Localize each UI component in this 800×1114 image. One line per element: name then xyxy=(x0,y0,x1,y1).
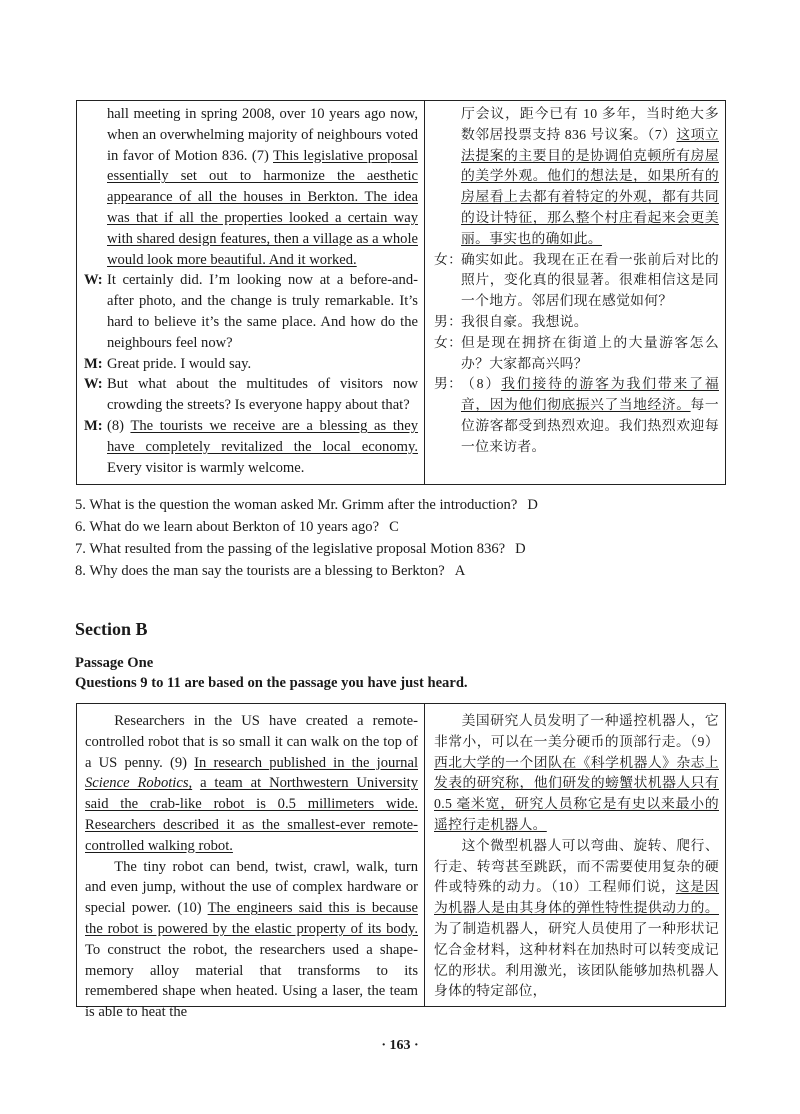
answer-letter: D xyxy=(515,541,526,557)
en-paragraph xyxy=(85,857,418,1023)
speaker-text xyxy=(107,416,418,478)
speaker-text xyxy=(461,250,719,312)
speaker-label: 女： xyxy=(434,251,463,267)
zh-segment: 我很自豪。我想说。 xyxy=(461,313,588,329)
en-paragraph xyxy=(85,711,418,857)
zh-segment: 我们接待的游客为我们带来了福音，因为他们彻底振兴了当地经济。 xyxy=(461,376,719,413)
answer-letter: D xyxy=(527,497,538,513)
en-segment: Every visitor is warmly welcome. xyxy=(107,459,305,476)
dialogue-turn xyxy=(84,374,418,416)
answer-letter: C xyxy=(389,519,399,535)
en-segment: This legislative proposal essentially set out to harmonize the aesthetic appearance of all the houses in Berkton. The idea was that if all the properties looked a certain way with shared design features, then a village as a whole would look more beautiful. And it worked. xyxy=(107,147,418,268)
page-number: · 163 · xyxy=(381,1038,419,1053)
passage-table xyxy=(76,703,726,1021)
dialogue-turn xyxy=(434,374,719,457)
question-text: 5. What is the question the woman asked Mr. Grimm after the introduction? xyxy=(75,497,518,513)
speaker-label: 男： xyxy=(434,376,463,392)
speaker-label: M: xyxy=(84,355,103,372)
zh-segment: 这个微型机器人可以弯曲、旋转、爬行、行走、转弯甚至跳跃，而不需要使用复杂的硬件或特殊的动力。（10）工程师们说， xyxy=(434,837,719,895)
question-text: 6. What do we learn about Berkton of 10 years ago? xyxy=(75,519,380,535)
zh-segment: 但是现在拥挤在街道上的大量游客怎么办？大家都高兴吗？ xyxy=(461,334,719,371)
dialogue-turn xyxy=(84,354,418,375)
dialogue-turn xyxy=(434,312,719,333)
dialogue-turn xyxy=(84,270,418,353)
zh-segment: 西北大学的一个团队在《科学机器人》杂志上发表的研究称，他们研发的螃蟹状机器人只有 0.5 毫米宽，研究人员称它是有史以来最小的遥控行走机器人。 xyxy=(434,754,719,832)
question-list xyxy=(75,494,735,582)
zh-segment: 为了制造机器人，研究人员使用了一种形状记忆合金材料，这种材料在加热时可以转变成记忆的形状。利用激光，该团队能够加热机器人身体的特定部位， xyxy=(434,920,719,999)
passage-title: Passage One xyxy=(75,655,154,671)
zh-segment: 确实如此。我现在正在看一张前后对比的照片，变化真的很显著。很难相信这是同一个地方。邻居们现在感觉如何？ xyxy=(461,251,719,309)
question-text: 8. Why does the man say the tourists are a blessing to Berkton? xyxy=(75,563,445,579)
question-item xyxy=(75,538,735,560)
en-segment: The tourists we receive are a blessing as they have completely revitalized the local economy. xyxy=(107,417,419,455)
dialogue-turn xyxy=(84,416,418,478)
speaker-label: W: xyxy=(84,376,103,393)
zh-segment: （8） xyxy=(461,376,502,392)
question-item xyxy=(75,494,735,516)
dialogue-table xyxy=(76,100,726,485)
en-segment: But what about the multitudes of visitors now crowding the streets? Is everyone happy about that? xyxy=(107,376,418,414)
column-divider xyxy=(424,704,425,1006)
speaker-text xyxy=(107,270,418,353)
speaker-text xyxy=(461,374,719,457)
question-text: 7. What resulted from the passing of the legislative proposal Motion 836? xyxy=(75,541,506,557)
zh-segment: 这项立法提案的主要目的是协调伯克顿所有房屋的美学外观。他们的想法是，如果所有的房屋看上去都有着特定的外观，都有共同的设计特征，那么整个村庄看起来会更美丽。事实也的确如此。 xyxy=(461,126,719,246)
chinese-dialogue xyxy=(434,104,719,458)
zh-segment: 厅会议，距今已有 10 多年，当时绝大多数邻居投票支持 836 号议案。（7） xyxy=(461,106,719,142)
chinese-passage xyxy=(434,711,719,1002)
speaker-text xyxy=(107,374,418,416)
english-passage xyxy=(85,711,418,1023)
en-segment: In research published in the journal xyxy=(194,754,419,771)
en-intro xyxy=(84,104,418,270)
zh-paragraph xyxy=(434,711,719,836)
zh-intro xyxy=(434,104,719,250)
en-segment: It certainly did. I’m looking now at a before-and-after photo, and the change is truly remarkable. It’s hard to believe it’s the same place. And how do the neighbours feel now? xyxy=(107,272,418,351)
dialogue-turn xyxy=(434,333,719,375)
english-dialogue xyxy=(84,104,418,478)
speaker-text xyxy=(461,333,719,375)
dialogue-turn xyxy=(434,250,719,312)
speaker-text xyxy=(107,354,418,375)
zh-segment: 这是因为机器人是由其身体的弹性特性提供动力的。 xyxy=(434,879,719,916)
en-segment: Researchers in the US have created a remote-controlled robot that is so small it can walk on the top of a US penny. (9) xyxy=(85,713,418,771)
en-segment: Great pride. I would say. xyxy=(107,355,252,372)
section-title: Section B xyxy=(75,619,148,639)
en-segment: (8) xyxy=(107,417,131,434)
zh-segment: 每一位游客都受到热烈欢迎。我们热烈欢迎每一位来访者。 xyxy=(461,397,719,454)
question-item xyxy=(75,560,735,582)
en-segment: hall meeting in spring 2008, over 10 years ago now, when an overwhelming majority of neighbours voted in favor of Motion 836. (7) xyxy=(107,106,418,164)
en-segment xyxy=(192,775,200,791)
answer-letter: A xyxy=(454,563,466,579)
speaker-label: 女： xyxy=(434,334,463,350)
en-segment: To construct the robot, the researchers used a shape-memory alloy material that transforms to its remembered shape when heated. Using a laser, the team is able to heat the xyxy=(85,941,418,1021)
zh-segment: 美国研究人员发明了一种遥控机器人，它非常小，可以在一美分硬币的顶部行走。（9） xyxy=(434,713,719,749)
speaker-label: M: xyxy=(84,417,103,434)
speaker-label: 男： xyxy=(434,313,463,329)
en-segment: a team at Northwestern University said the crab-like robot is 0.5 millimeters wide. Researchers described it as the smallest-ever remote-controlled walking robot. xyxy=(85,775,418,854)
en-segment: Science Robotics xyxy=(85,775,189,792)
speaker-label: W: xyxy=(84,272,103,289)
passage-instruction: Questions 9 to 11 are based on the passage you have just heard. xyxy=(75,675,468,691)
question-item xyxy=(75,516,735,538)
zh-paragraph xyxy=(434,836,719,1002)
column-divider xyxy=(424,101,425,484)
en-segment: , xyxy=(188,775,193,792)
speaker-text xyxy=(461,312,719,333)
en-segment: The tiny robot can bend, twist, crawl, walk, turn and even jump, without the use of complex hardware or special power. (10) xyxy=(85,858,418,917)
en-segment: The engineers said this is because the robot is powered by the elastic property of its body. xyxy=(85,900,419,937)
